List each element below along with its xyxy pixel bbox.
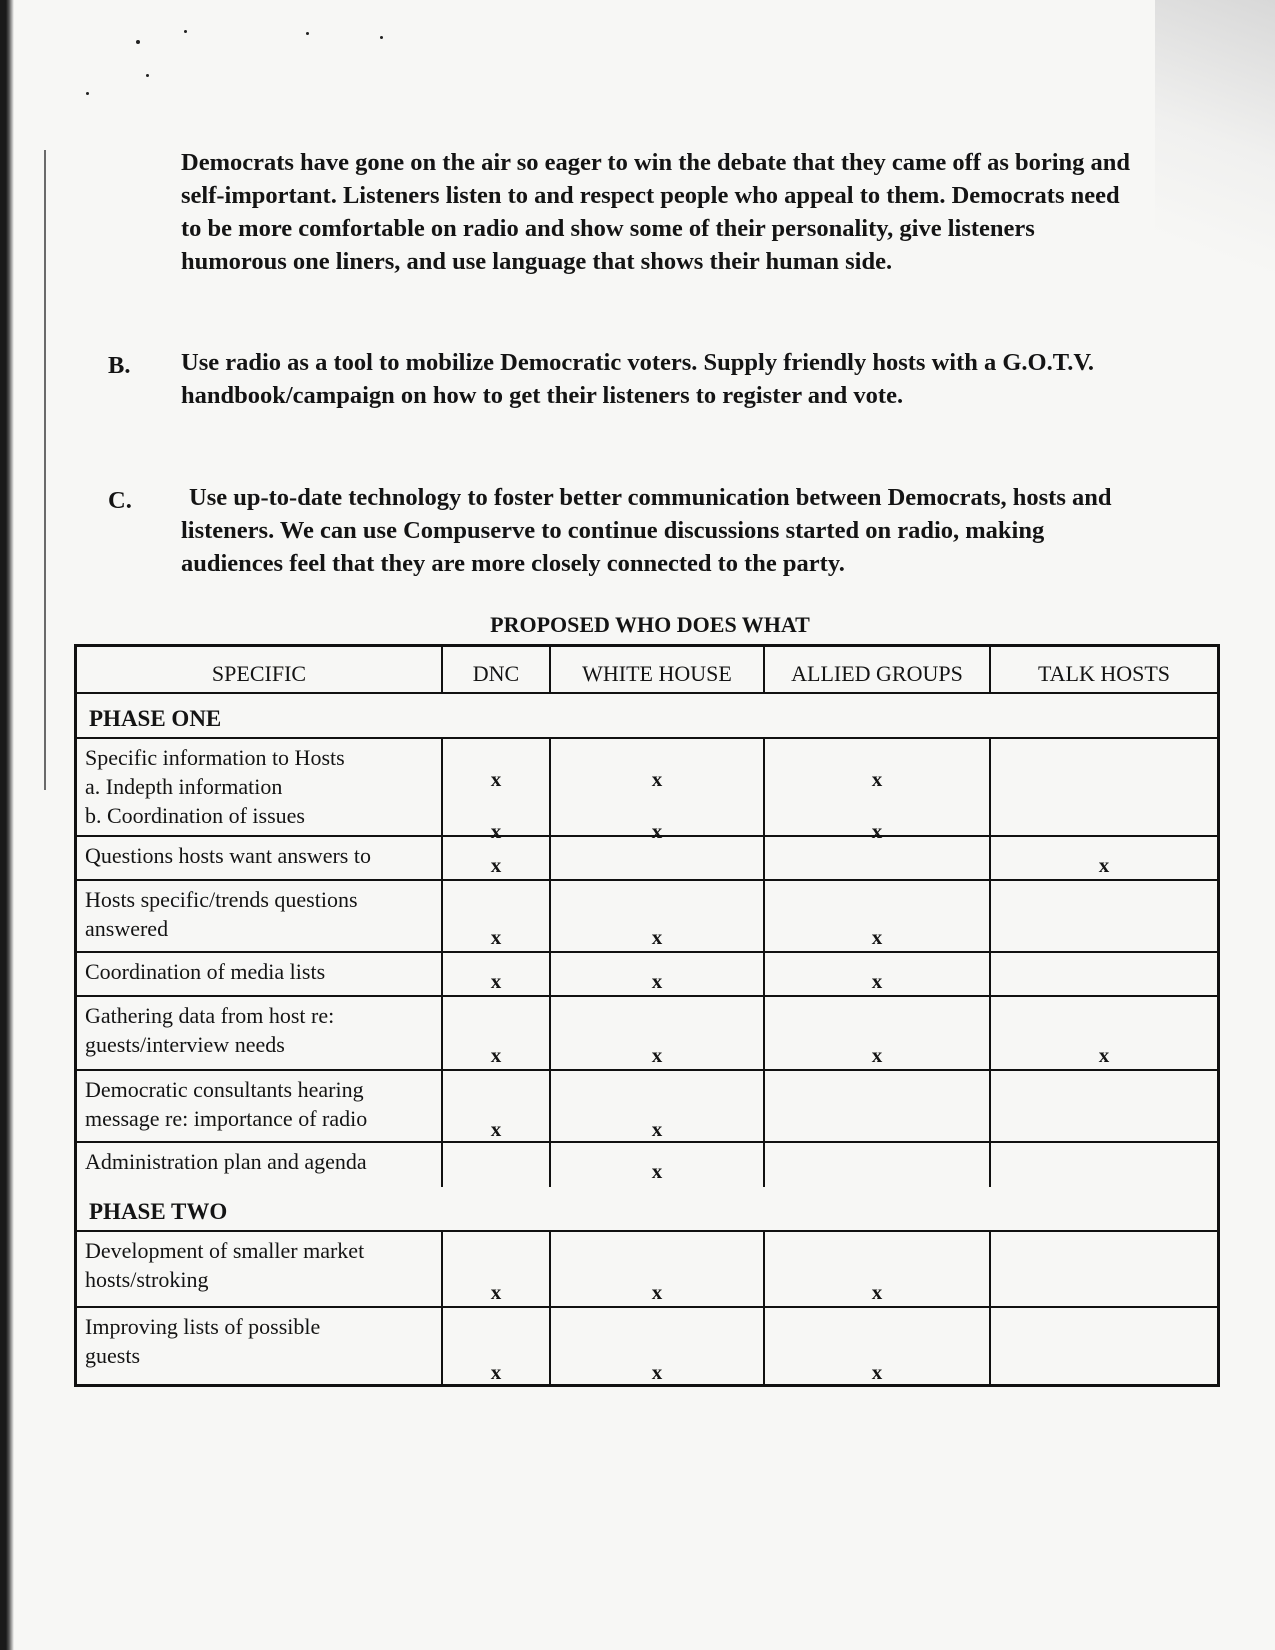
row-dnc-cell — [443, 1143, 551, 1187]
row-specific-line: guests — [85, 1343, 140, 1368]
table-row — [77, 1143, 1217, 1187]
table-row — [77, 1071, 1217, 1143]
column-header-allied-groups: ALLIED GROUPS — [765, 647, 991, 692]
assignment-mark: x — [490, 1043, 502, 1067]
row-white-house-cell — [551, 1232, 765, 1306]
scan-speck — [184, 30, 187, 33]
row-white-house-cell — [551, 953, 765, 995]
row-specific-cell — [77, 837, 443, 879]
row-allied-groups-cell — [765, 1143, 991, 1187]
assignment-mark: x — [871, 819, 883, 843]
row-specific-line: message re: importance of radio — [85, 1106, 368, 1131]
row-specific-line: Administration plan and agenda — [85, 1149, 367, 1174]
assignment-mark: x — [871, 1043, 883, 1067]
assignment-mark: x — [490, 969, 502, 993]
row-allied-groups-cell — [765, 997, 991, 1069]
assignment-mark: x — [651, 767, 663, 791]
item-b-letter: B. — [108, 352, 131, 379]
table-row — [77, 881, 1217, 953]
row-dnc-cell — [443, 1308, 551, 1384]
row-allied-groups-cell — [765, 1071, 991, 1141]
row-specific-line: hosts/stroking — [85, 1267, 209, 1292]
row-specific-line: a. Indepth information — [85, 774, 283, 799]
assignment-mark: x — [490, 925, 502, 949]
row-specific-line: b. Coordination of issues — [85, 803, 305, 828]
row-dnc-cell — [443, 1071, 551, 1141]
row-specific-line: answered — [85, 916, 169, 941]
column-header-specific: SPECIFIC — [77, 647, 443, 692]
item-c-text: Use up-to-date technology to foster better communication between Democrats, hosts and listeners. We can use Compuserve to continue discussions started on radio, making audiences feel that they are more closely connected to the party. — [181, 484, 1112, 577]
scan-speck — [86, 92, 89, 95]
row-talk-hosts-cell — [991, 739, 1217, 835]
row-specific-line: Gathering data from host re: — [85, 1003, 335, 1028]
scan-edge-rule — [0, 0, 14, 1650]
table-row — [77, 953, 1217, 997]
row-talk-hosts-cell — [991, 837, 1217, 879]
row-specific-cell — [77, 739, 443, 835]
scan-margin-line — [44, 150, 46, 790]
table-row — [77, 1232, 1217, 1308]
assignment-mark: x — [651, 1159, 663, 1183]
scan-speck — [306, 32, 309, 35]
phase-two-row — [77, 1187, 1217, 1232]
assignment-mark: x — [871, 1360, 883, 1384]
row-specific-cell — [77, 1143, 443, 1187]
row-specific-cell — [77, 881, 443, 951]
assignment-mark: x — [490, 853, 502, 877]
assignment-mark: x — [490, 1117, 502, 1141]
column-header-dnc: DNC — [443, 647, 551, 692]
row-specific-cell — [77, 1308, 443, 1384]
phase-two-label: PHASE TWO — [89, 1199, 228, 1224]
scan-speck — [146, 74, 149, 77]
row-specific-line: guests/interview needs — [85, 1032, 285, 1057]
assignment-mark: x — [1098, 853, 1110, 877]
table-row — [77, 837, 1217, 881]
row-specific-line: Hosts specific/trends questions — [85, 887, 358, 912]
row-white-house-cell — [551, 739, 765, 843]
item-c-letter: C. — [108, 487, 132, 514]
row-talk-hosts-cell — [991, 1232, 1217, 1306]
row-talk-hosts-cell — [991, 1071, 1217, 1141]
row-allied-groups-cell — [765, 739, 991, 843]
table-title: PROPOSED WHO DOES WHAT — [490, 612, 810, 637]
row-dnc-cell — [443, 837, 551, 879]
assignment-mark: x — [871, 969, 883, 993]
row-talk-hosts-cell — [991, 953, 1217, 995]
row-talk-hosts-cell — [991, 1308, 1217, 1384]
assignment-mark: x — [651, 969, 663, 993]
intro-paragraph: Democrats have gone on the air so eager to win the debate that they came off as boring and self-important. Listeners listen to and respect people who appeal to them. Democrats need to be more comfortable on radio and show some of their personality, give listeners humorous one liners, and use language that shows their human side. — [181, 149, 1131, 275]
row-white-house-cell — [551, 997, 765, 1069]
assignment-mark: x — [871, 1280, 883, 1304]
row-dnc-cell — [443, 881, 551, 951]
row-white-house-cell — [551, 1071, 765, 1141]
row-specific-line: Specific information to Hosts — [85, 745, 345, 770]
row-specific-line: Development of smaller market — [85, 1238, 365, 1263]
row-white-house-cell — [551, 1143, 765, 1187]
row-specific-cell — [77, 953, 443, 995]
row-specific-line: Coordination of media lists — [85, 959, 326, 984]
row-dnc-cell — [443, 953, 551, 995]
assignment-mark: x — [651, 819, 663, 843]
who-does-what-table — [74, 644, 1220, 1387]
table-row — [77, 739, 1217, 843]
assignment-mark: x — [490, 819, 502, 843]
row-talk-hosts-cell — [991, 997, 1217, 1069]
table-row — [77, 1308, 1217, 1384]
column-header-white-house: WHITE HOUSE — [551, 647, 765, 692]
row-white-house-cell — [551, 837, 765, 879]
assignment-mark: x — [490, 1360, 502, 1384]
row-talk-hosts-cell — [991, 881, 1217, 951]
assignment-mark: x — [651, 1117, 663, 1141]
row-specific-cell — [77, 997, 443, 1069]
assignment-mark: x — [871, 767, 883, 791]
assignment-mark: x — [490, 767, 502, 791]
assignment-mark: x — [871, 925, 883, 949]
assignment-mark: x — [651, 925, 663, 949]
row-dnc-cell — [443, 997, 551, 1069]
assignment-mark: x — [1098, 1043, 1110, 1067]
table-header-row — [77, 647, 1217, 694]
phase-one-label: PHASE ONE — [89, 706, 222, 731]
row-specific-cell — [77, 1232, 443, 1306]
row-allied-groups-cell — [765, 837, 991, 879]
assignment-mark: x — [490, 1280, 502, 1304]
row-white-house-cell — [551, 881, 765, 951]
row-allied-groups-cell — [765, 1232, 991, 1306]
row-specific-line: Questions hosts want answers to — [85, 843, 371, 868]
item-b-text: Use radio as a tool to mobilize Democratic voters. Supply friendly hosts with a G.O.T.V. handbook/campaign on how to get their listeners to register and vote. — [181, 349, 1095, 409]
row-dnc-cell — [443, 739, 551, 843]
scan-speck — [136, 40, 140, 44]
scan-corner-shadow — [1155, 0, 1275, 420]
table-row — [77, 997, 1217, 1071]
row-specific-line: Democratic consultants hearing — [85, 1077, 364, 1102]
assignment-mark: x — [651, 1043, 663, 1067]
row-allied-groups-cell — [765, 953, 991, 995]
assignment-mark: x — [651, 1280, 663, 1304]
row-white-house-cell — [551, 1308, 765, 1384]
scan-speck — [380, 36, 383, 39]
row-talk-hosts-cell — [991, 1143, 1217, 1187]
row-dnc-cell — [443, 1232, 551, 1306]
assignment-mark: x — [651, 1360, 663, 1384]
phase-one-row — [77, 694, 1217, 739]
row-specific-cell — [77, 1071, 443, 1141]
column-header-talk-hosts: TALK HOSTS — [1037, 661, 1171, 686]
row-allied-groups-cell — [765, 881, 991, 951]
row-allied-groups-cell — [765, 1308, 991, 1384]
row-specific-line: Improving lists of possible — [85, 1314, 321, 1339]
